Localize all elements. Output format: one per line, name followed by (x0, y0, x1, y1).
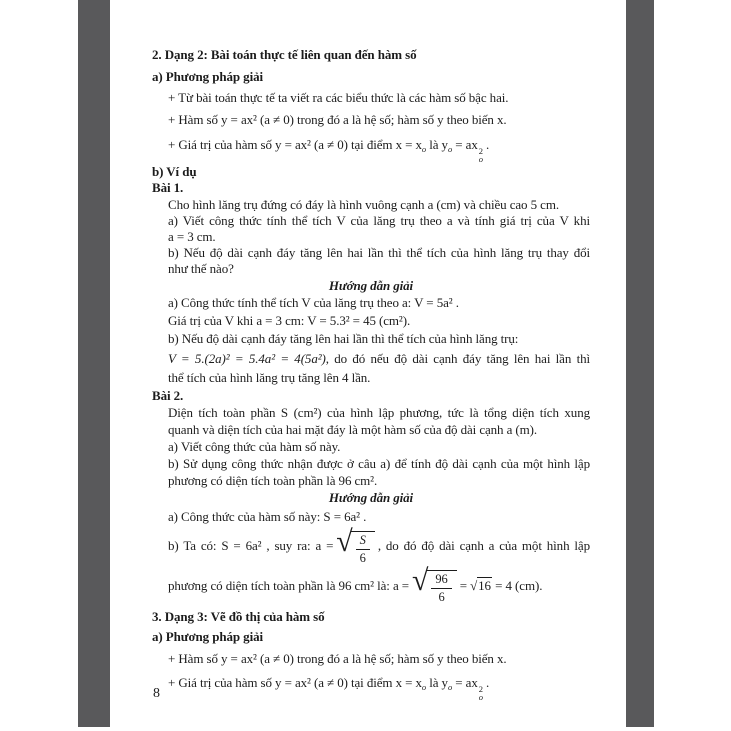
exercise-1-intro: Cho hình lăng trụ đứng có đáy là hình vuông cạnh a (cm) và chiều cao 5 cm. (168, 197, 559, 212)
page-content (152, 44, 590, 701)
text-segment: = (459, 577, 471, 593)
text-segment: b) Ta có: S = 6a² , suy ra: a = (168, 538, 334, 553)
text-segment: = ax (452, 674, 478, 690)
exercise-2-part-b-cont: phương có diện tích toàn phần là 96 cm². (168, 473, 378, 488)
exercise-2-part-a: a) Viết công thức của hàm số này. (168, 439, 341, 454)
exercise-2-part-b: b) Sử dụng công thức nhận được ở câu a) để tính độ dài cạnh của một hình lập (168, 456, 590, 471)
bullet-real-world: + Từ bài toán thực tế ta viết ra các biểu thức là các hàm số bậc hai. (168, 90, 509, 105)
exercise-2-heading: Bài 2. (152, 388, 184, 403)
method-heading-3: a) Phương pháp giải (152, 628, 263, 644)
page-number: 8 (153, 686, 160, 701)
solution-guide-heading: Hướng dẫn giải (328, 278, 414, 293)
fraction-denominator: 6 (359, 550, 366, 565)
solution-1b-statement: b) Nếu độ dài cạnh đáy tăng lên hai lần thì thể tích của hình lăng trụ: (168, 331, 519, 346)
superscript-2: 2 (478, 683, 483, 694)
bullet-function-value (152, 132, 590, 163)
solution-2b-line2 (152, 566, 590, 606)
fraction-denominator: 6 (438, 590, 445, 605)
subscript-o: o (447, 144, 453, 154)
subscript-o: o (447, 681, 453, 692)
fraction (351, 531, 375, 566)
superscript-2: 2 (478, 146, 483, 156)
text-segment: . (482, 674, 490, 690)
exercise-1-heading: Bài 1. (152, 180, 184, 195)
bullet-function-def: + Hàm số y = ax² (a ≠ 0) trong đó a là hệ số; hàm số y theo biến x. (168, 112, 507, 127)
section-3-heading: 3. Dạng 3: Vẽ đồ thị của hàm số (152, 608, 325, 624)
radicand: 16 (478, 577, 491, 593)
text-segment: + Giá trị của hàm số y = ax² (a ≠ 0) tại điểm x = x (168, 674, 422, 690)
subscript-o: o (421, 681, 427, 692)
solution-2a-formula: a) Công thức của hàm số này: S = 6a² . (168, 509, 367, 524)
radical-sign: √ (412, 564, 429, 598)
bullet-function-value (152, 670, 590, 701)
fraction (426, 570, 456, 605)
example-heading: b) Ví dụ (152, 164, 197, 179)
radical-sign: √ (336, 524, 353, 558)
method-heading: a) Phương pháp giải (152, 69, 263, 84)
sqrt-S-over-6 (336, 524, 375, 566)
exercise-1-part-a: a) Viết công thức tính thể tích V của lăng trụ theo a và tính giá trị của V khi (168, 213, 590, 228)
exercise-1-part-b-cont: như thế nào? (168, 261, 234, 276)
fraction-numerator: S (356, 533, 370, 550)
sqrt-16 (470, 577, 492, 593)
solution-2b-line1 (152, 524, 590, 566)
text-segment: là y (426, 137, 448, 152)
text-segment: = ax (452, 137, 478, 152)
text-segment: , do đó nếu độ dài cạnh đáy tăng lên hai lần thì (325, 351, 590, 366)
exercise-1-part-a-cont: a = 3 cm. (168, 229, 216, 244)
bullet-function-def: + Hàm số y = ax² (a ≠ 0) trong đó a là hệ số; hàm số y theo biến x. (168, 650, 507, 666)
text-segment: = 4 (cm). (491, 577, 543, 593)
sqrt-96-over-6 (412, 564, 457, 605)
solution-1b-conclusion: thể tích của hình lăng trụ tăng lên 4 lần. (168, 370, 371, 385)
subscript-o: o (478, 691, 483, 702)
subscript-o: o (421, 144, 427, 154)
text-segment: . (482, 137, 490, 152)
text-segment: là y (426, 674, 448, 690)
solution-guide-heading: Hướng dẫn giải (328, 490, 414, 505)
exercise-2-intro-line2: quanh và diện tích của hai mặt đáy là một hàm số của độ dài cạnh a (m). (168, 422, 538, 437)
solution-1a-value: Giá trị của V khi a = 3 cm: V = 5.3² = 45 (cm²). (168, 313, 411, 328)
section-2-heading: 2. Dạng 2: Bài toán thực tế liên quan đến hàm số (152, 47, 417, 62)
radical-sign: √ (470, 577, 478, 593)
exercise-1-part-b: b) Nếu độ dài cạnh đáy tăng lên hai lần thì thể tích của hình lăng trụ thay đổi (168, 245, 590, 260)
solution-1b-derivation (152, 348, 590, 369)
text-segment: + Giá trị của hàm số y = ax² (a ≠ 0) tại điểm x = x (168, 137, 422, 152)
text-segment: phương có diện tích toàn phần là 96 cm² là: a = (168, 577, 410, 593)
left-margin-bar (78, 0, 110, 727)
right-margin-bar (626, 0, 654, 727)
volume-formula: V = 5.(2a)² = 5.4a² = 4(5a²) (168, 351, 326, 366)
text-segment: , do đó độ dài cạnh a của một hình lập (377, 538, 590, 553)
subscript-o: o (478, 154, 483, 164)
solution-1a-formula: a) Công thức tính thể tích V của lăng trụ theo a: V = 5a² . (168, 295, 459, 310)
fraction-numerator: 96 (431, 572, 451, 589)
exercise-2-intro-line1: Diện tích toàn phần S (cm²) của hình lập phương, tức là tổng diện tích xung (168, 405, 590, 420)
